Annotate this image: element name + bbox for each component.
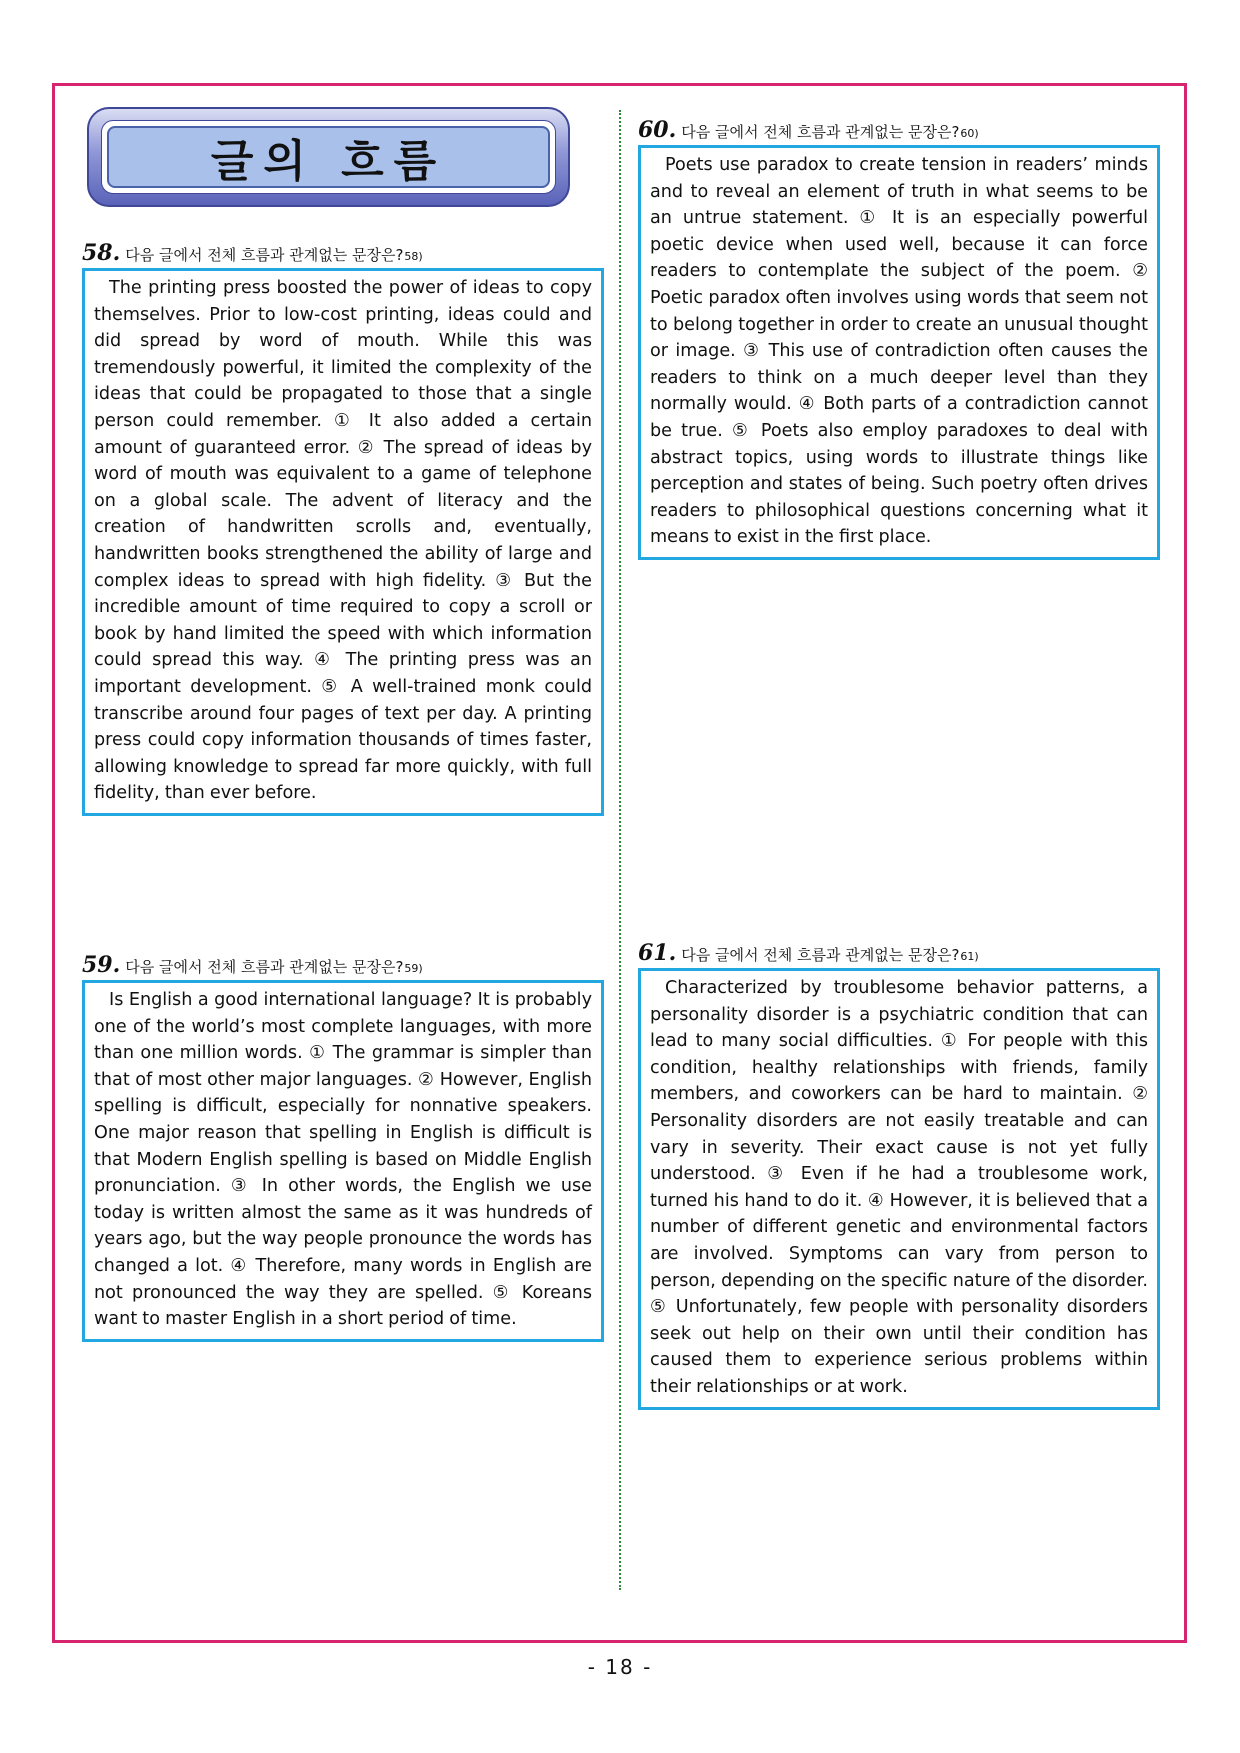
question-prompt: 다음 글에서 전체 흐름과 관계없는 문장은? [681,123,960,141]
question-prompt: 다음 글에서 전체 흐름과 관계없는 문장은? [125,958,404,976]
question-number: 58. [82,240,121,266]
question-58 [82,240,604,816]
question-header [82,240,604,266]
question-header [638,117,1160,143]
page-number: - 18 - [587,1655,653,1679]
passage-box [82,268,604,816]
question-header [82,952,604,978]
passage-box [638,968,1160,1410]
passage-text: Is English a good international language? It is probably one of the world’s most complete languages, with more than one million words. ① The grammar is simpler than that of most other major languages. ② However, English spelling is difficult, especially for nonnative speakers. One major reason that spelling in English is difficult is that Modern English spelling is based on Middle English pronunciation. ③ In other words, the English we use today is written almost the same as it was hundreds of years ago, but the way people pronounce the words has changed a lot. ④ Therefore, many words in English are not pronounced the way they are spelled. ⑤ Koreans want to master English in a short period of time. [94,990,592,1330]
passage-text: The printing press boosted the power of ideas to copy themselves. Prior to low-cost printing, ideas could and did spread by word of mouth. While this was tremendously powerful, it limited the complexity of the ideas that could be propagated to those that a single person could remember. ① It also added a certain amount of guaranteed error. ② The spread of ideas by word of mouth was equivalent to a game of telephone on a global scale. The advent of literacy and the creation of handwritten scrolls and, eventually, handwritten books strengthened the ability of large and complex ideas to spread with high fidelity. ③ But the incredible amount of time required to copy a scroll or book by hand limited the speed with which information could spread this way. ④ The printing press was an important development. ⑤ A well-trained monk could transcribe around four pages of text per day. A printing press could copy information thousands of times faster, allowing knowledge to spread far more quickly, with full fidelity, than ever before. [94,278,592,804]
question-number: 61. [638,940,677,966]
section-title-banner [87,107,570,207]
question-footnote-ref: 60) [960,127,979,140]
question-footnote-ref: 61) [960,950,979,963]
passage-text: Characterized by troublesome behavior patterns, a personality disorder is a psychiatric condition that can lead to many social difficulties. ① For people with this condition, healthy relationships with friends, family members, and coworkers can be hard to maintain. ② Personality disorders are not easily treatable and can vary in severity. Their exact cause is not yet fully understood. ③ Even if he had a troublesome work, turned his hand to do it. ④ However, it is believed that a number of different genetic and environmental factors are involved. Symptoms can vary from person to person, depending on the specific nature of the disorder. ⑤ Unfortunately, few people with personality disorders seek out help on their own until their condition has caused them to experience serious problems within their relationships or at work. [650,978,1148,1397]
passage-box [638,145,1160,560]
question-footnote-ref: 58) [404,250,423,263]
question-prompt: 다음 글에서 전체 흐름과 관계없는 문장은? [125,246,404,264]
question-prompt: 다음 글에서 전체 흐름과 관계없는 문장은? [681,946,960,964]
section-title-banner-frame [101,120,556,194]
section-title-banner-inner [107,126,550,188]
question-61 [638,940,1160,1410]
passage-text: Poets use paradox to create tension in readers’ minds and to reveal an element of truth in what seems to be an untrue statement. ① It is an especially powerful poetic device when used well, because it can force readers to contemplate the subject of the poem. ② Poetic paradox often involves using words that seem not to belong together in order to create an unusual thought or image. ③ This use of contradiction often causes the readers to think on a much deeper level than they normally would. ④ Both parts of a contradiction cannot be true. ⑤ Poets also employ paradoxes to deal with abstract topics, using words to illustrate things like perception and states of being. Such poetry often drives readers to philosophical questions concerning what it means to exist in the first place. [650,155,1148,548]
passage-box [82,980,604,1342]
question-60 [638,117,1160,560]
question-59 [82,952,604,1342]
question-number: 59. [82,952,121,978]
question-footnote-ref: 59) [404,962,423,975]
column-divider [619,110,621,1590]
section-title: 글의 흐름 [210,136,447,187]
question-header [638,940,1160,966]
question-number: 60. [638,117,677,143]
